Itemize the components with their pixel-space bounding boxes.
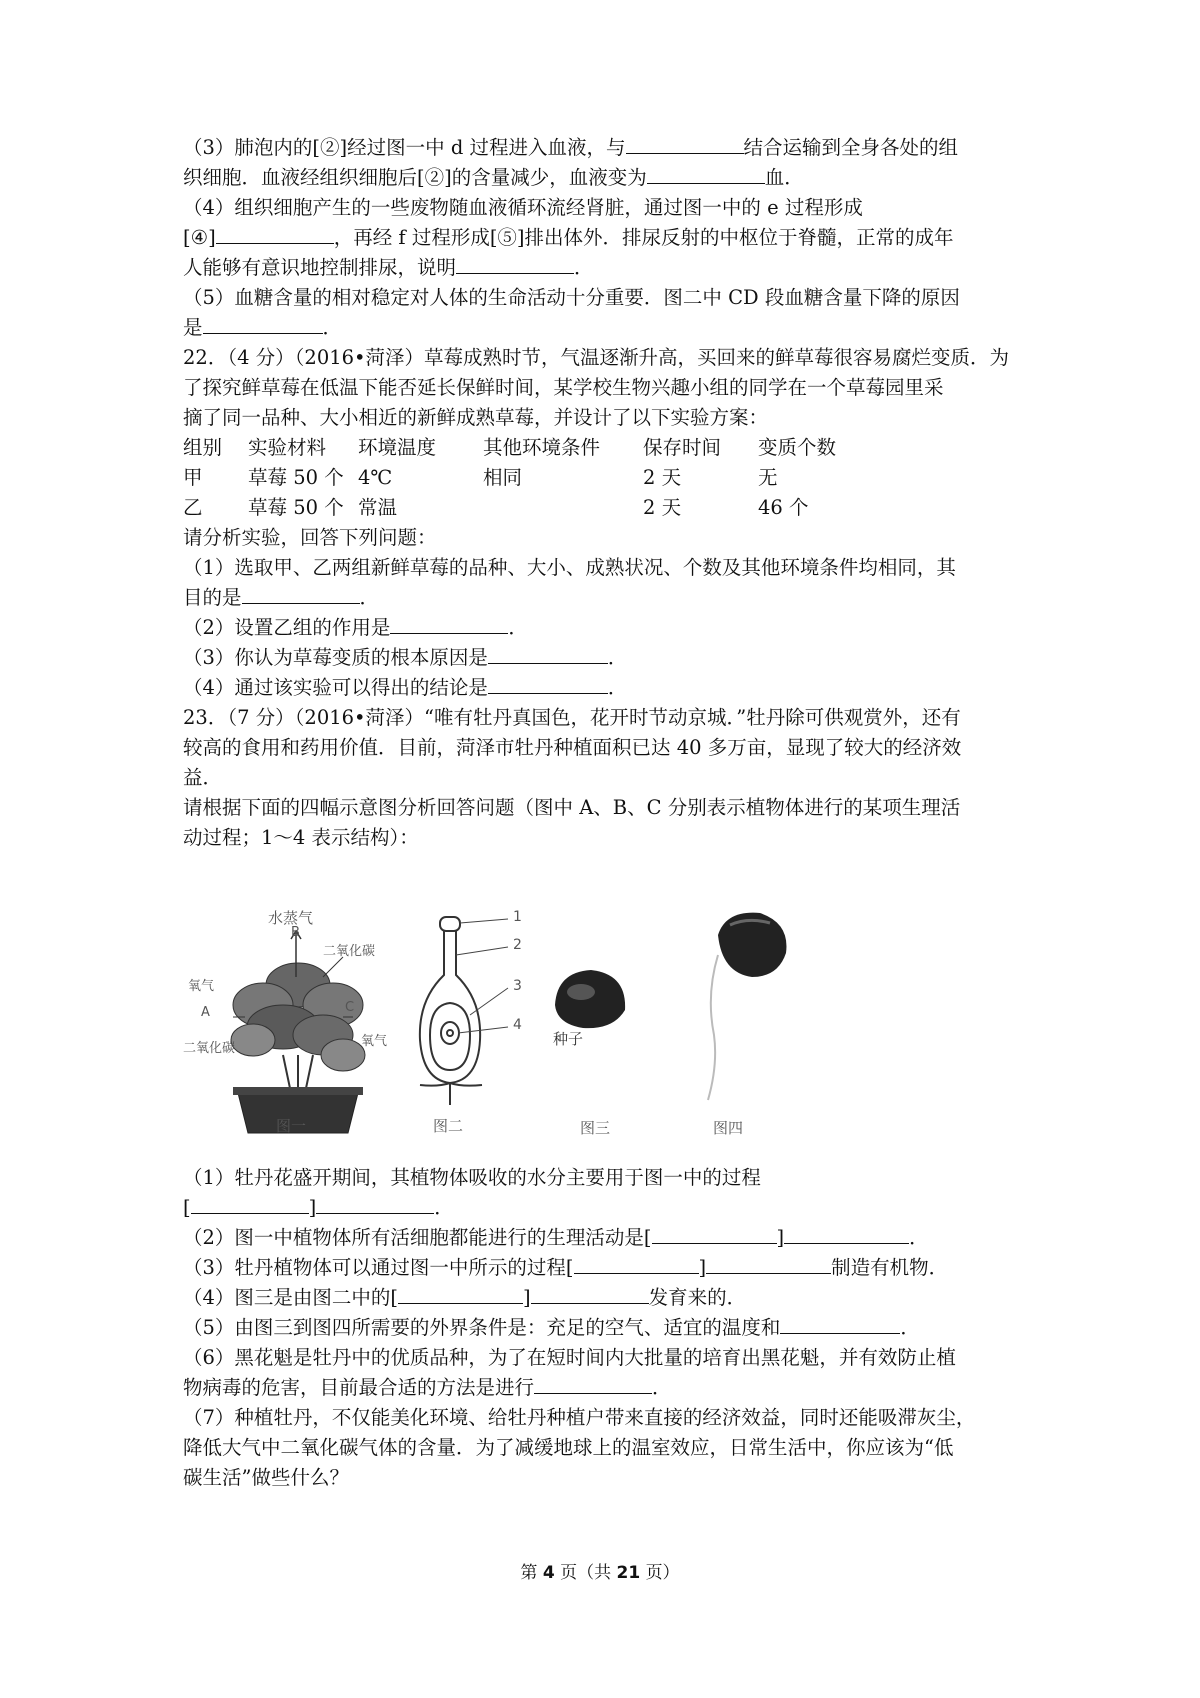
label-2: 2 bbox=[513, 937, 522, 953]
answer-blank[interactable] bbox=[652, 1223, 777, 1244]
q21-line-7: 是 ． bbox=[183, 313, 342, 343]
label-co2-left: 二氧化碳 bbox=[183, 1041, 236, 1056]
q23-intro-5: 动过程；1～4 表示结构）： bbox=[183, 826, 419, 849]
label-vapor: 水蒸气 bbox=[268, 909, 314, 927]
label-b: B bbox=[291, 925, 300, 940]
label-seed: 种子 bbox=[553, 1030, 584, 1048]
pistil-figure bbox=[408, 905, 548, 1115]
table-cell: 2 天 bbox=[643, 466, 682, 489]
q21-line-3: （4）组织细胞产生的一些废物随血液循环流经肾脏，通过图一中的 e 过程形成 bbox=[183, 196, 863, 219]
figure-group bbox=[183, 905, 853, 1135]
q23-line-3: （2）图一中植物体所有活细胞都能进行的生理活动是[ ] ． bbox=[183, 1223, 929, 1253]
plant-figure bbox=[183, 905, 423, 1135]
page-footer: 第 4 页（共 21 页） bbox=[520, 1563, 680, 1583]
q23-line-9: （7）种植牡丹，不仅能美化环境、给牡丹种植户带来直接的经济效益，同时还能吸滞灰尘， bbox=[183, 1406, 976, 1429]
table-cell: 甲 bbox=[183, 466, 203, 489]
answer-blank[interactable] bbox=[191, 1193, 309, 1214]
q22-intro-2: 了探究鲜草莓在低温下能否延长保鲜时间，某学校生物兴趣小组的同学在一个草莓园里采 bbox=[183, 376, 944, 399]
label-4: 4 bbox=[513, 1017, 522, 1033]
answer-blank[interactable] bbox=[456, 253, 574, 274]
table-header: 环境温度 bbox=[358, 436, 437, 459]
answer-blank[interactable] bbox=[390, 613, 508, 634]
answer-blank[interactable] bbox=[780, 1313, 900, 1334]
q23-line-4: （3）牡丹植物体可以通过图一中所示的过程[ ] 制造有机物． bbox=[183, 1253, 948, 1283]
q23-line-5: （4）图三是由图二中的[ ] 发育来的． bbox=[183, 1283, 746, 1313]
q22-line-4: （3）你认为草莓变质的根本原因是 ． bbox=[183, 643, 627, 673]
answer-blank[interactable] bbox=[784, 1223, 909, 1244]
q23-intro-3: 益． bbox=[183, 766, 223, 789]
table-header: 变质个数 bbox=[758, 436, 837, 459]
caption-figure-4: 图四 bbox=[713, 1119, 744, 1137]
table-cell: 常温 bbox=[358, 496, 398, 519]
table-cell: 4℃ bbox=[358, 466, 393, 489]
label-1: 1 bbox=[513, 909, 522, 925]
answer-blank[interactable] bbox=[488, 643, 608, 664]
q23-line-11: 碳生活”做些什么？ bbox=[183, 1466, 349, 1489]
q21-line-4: [④] ，再经 f 过程形成[⑤]排出体外．排尿反射的中枢位于脊髓，正常的成年 bbox=[183, 223, 954, 253]
table-cell: 2 天 bbox=[643, 496, 682, 519]
label-c: C bbox=[345, 1000, 355, 1015]
table-header: 实验材料 bbox=[248, 436, 327, 459]
q21-line-1: （3）肺泡内的[②]经过图一中 d 过程进入血液，与 结合运输到全身各处的组 bbox=[183, 133, 958, 163]
q23-intro-1: 23．（7 分）（2016•菏泽）“唯有牡丹真国色，花开时节动京城．”牡丹除可供观赏外，还有 bbox=[183, 706, 961, 729]
answer-blank[interactable] bbox=[203, 313, 323, 334]
q22-ask: 请分析实验，回答下列问题： bbox=[183, 526, 437, 549]
q22-intro-1: 22．（4 分）（2016•菏泽）草莓成熟时节，气温逐渐升高，买回来的鲜草莓很容易腐烂变质．为 bbox=[183, 346, 1010, 369]
page-number: 4 bbox=[542, 1563, 555, 1583]
table-cell: 草莓 50 个 bbox=[248, 496, 344, 519]
table-cell: 草莓 50 个 bbox=[248, 466, 344, 489]
caption-figure-1: 图一 bbox=[276, 1117, 307, 1135]
table-header: 组别 bbox=[183, 436, 223, 459]
table-header: 保存时间 bbox=[643, 436, 722, 459]
q23-intro-2: 较高的食用和药用价值．目前，菏泽市牡丹种植面积已达 40 多万亩，显现了较大的经济效 bbox=[183, 736, 962, 759]
answer-blank[interactable] bbox=[706, 1253, 831, 1274]
answer-blank[interactable] bbox=[398, 1283, 523, 1304]
q22-line-3: （2）设置乙组的作用是 ． bbox=[183, 613, 528, 643]
q23-line-6: （5）由图三到图四所需要的外界条件是：充足的空气、适宜的温度和 ． bbox=[183, 1313, 920, 1343]
label-3: 3 bbox=[513, 978, 522, 994]
label-o2-left: 氧气 bbox=[188, 979, 215, 994]
q22-line-2: 目的是 ． bbox=[183, 583, 379, 613]
q23-line-10: 降低大气中二氧化碳气体的含量．为了减缓地球上的温室效应，日常生活中，你应该为“低 bbox=[183, 1436, 954, 1459]
answer-blank[interactable] bbox=[626, 133, 744, 154]
answer-blank[interactable] bbox=[574, 1253, 699, 1274]
q23-line-7: （6）黑花魁是牡丹中的优质品种，为了在短时间内大批量的培育出黑花魁，并有效防止植 bbox=[183, 1346, 956, 1369]
answer-blank[interactable] bbox=[647, 163, 765, 184]
table-cell: 乙 bbox=[183, 496, 203, 519]
caption-figure-3: 图三 bbox=[580, 1119, 611, 1137]
q23-intro-4: 请根据下面的四幅示意图分析回答问题（图中 A、B、C 分别表示植物体进行的某项生理活 bbox=[183, 796, 961, 819]
page-total: 21 bbox=[616, 1563, 641, 1583]
q21-line-2: 织细胞．血液经组织细胞后[②]的含量减少，血液变为 血． bbox=[183, 163, 804, 193]
table-cell: 46 个 bbox=[758, 496, 809, 519]
answer-blank[interactable] bbox=[316, 1193, 434, 1214]
q23-line-1: （1）牡丹花盛开期间，其植物体吸收的水分主要用于图一中的过程 bbox=[183, 1166, 761, 1189]
table-cell: 相同 bbox=[483, 466, 523, 489]
q21-line-5: 人能够有意识地控制排尿，说明 ． bbox=[183, 253, 594, 283]
q21-line-6: （5）血糖含量的相对稳定对人体的生命活动十分重要．图二中 CD 段血糖含量下降的原因 bbox=[183, 286, 960, 309]
answer-blank[interactable] bbox=[531, 1283, 649, 1304]
answer-blank[interactable] bbox=[488, 673, 608, 694]
label-co2-top: 二氧化碳 bbox=[323, 944, 376, 959]
experiment-table bbox=[183, 433, 903, 523]
q22-line-1: （1）选取甲、乙两组新鲜草莓的品种、大小、成熟状况、个数及其他环境条件均相同，其 bbox=[183, 556, 956, 579]
table-header: 其他环境条件 bbox=[483, 436, 601, 459]
q23-line-8: 物病毒的危害，目前最合适的方法是进行 ． bbox=[183, 1373, 672, 1403]
label-a: A bbox=[201, 1005, 210, 1020]
answer-blank[interactable] bbox=[242, 583, 360, 604]
caption-figure-2: 图二 bbox=[433, 1117, 464, 1135]
q22-intro-3: 摘了同一品种、大小相近的新鲜成熟草莓，并设计了以下实验方案： bbox=[183, 406, 769, 429]
label-o2-right: 氧气 bbox=[361, 1034, 388, 1049]
answer-blank[interactable] bbox=[534, 1373, 652, 1394]
table-cell: 无 bbox=[758, 466, 778, 489]
q23-line-2: [ ] ． bbox=[183, 1193, 454, 1223]
q22-line-5: （4）通过该实验可以得出的结论是 ． bbox=[183, 673, 627, 703]
germinating-seed-figure bbox=[678, 905, 798, 1105]
answer-blank[interactable] bbox=[216, 223, 334, 244]
